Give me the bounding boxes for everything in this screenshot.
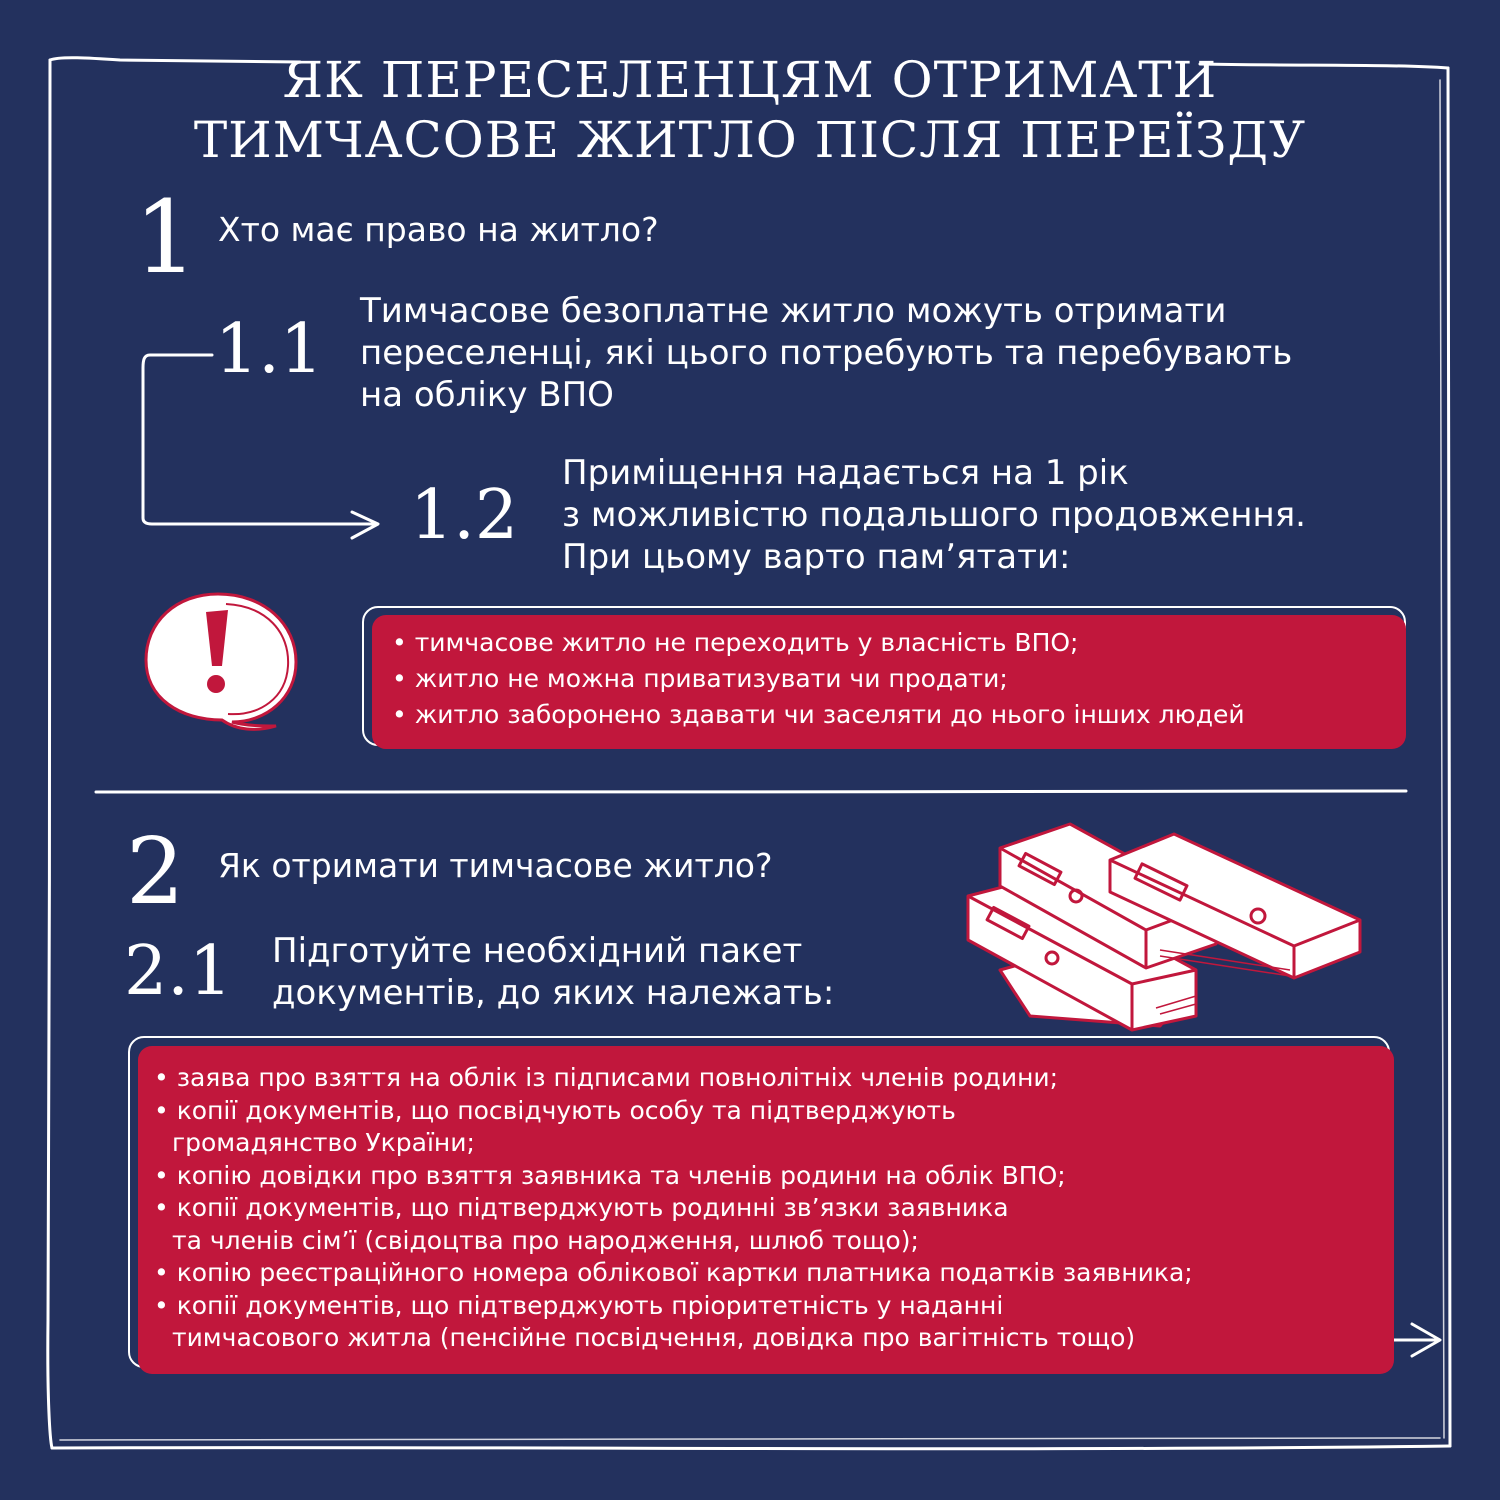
document-item-continuation: та членів сім’ї (свідоцтва про народження, шлюб тощо); <box>172 1225 919 1255</box>
document-item-continuation: громадянство України; <box>172 1128 475 1157</box>
section-2-number: 2 <box>126 818 185 925</box>
step-1-1-line: переселенці, які цього потребують та перебувають <box>360 333 1293 373</box>
step-1-1-line: Тимчасове безоплатне житло можуть отримати <box>360 291 1227 331</box>
step-1-2-text <box>562 452 1306 578</box>
step-2-1-text <box>272 930 834 1014</box>
step-2-1-line: Підготуйте необхідний пакет <box>272 931 803 971</box>
document-item: • заява про взяття на облік із підписами повнолітніх членів родини; <box>154 1063 1059 1092</box>
page-title <box>120 50 1380 170</box>
step-2-1-line: документів, до яких належать: <box>272 973 835 1013</box>
documents-box <box>138 1046 1394 1374</box>
section-1-question: Хто має право на житло? <box>218 210 659 249</box>
document-item: • копію реєстраційного номера облікової картки платника податків заявника; <box>154 1258 1193 1287</box>
step-2-1-number: 2.1 <box>124 932 233 1011</box>
section-divider <box>96 791 1406 792</box>
document-item-continuation: тимчасового житла (пенсійне посвідчення, довідка про вагітність тощо) <box>172 1323 1136 1352</box>
section-2-question: Як отримати тимчасове житло? <box>218 846 773 885</box>
step-1-2-line: Приміщення надається на 1 рік <box>562 453 1129 493</box>
document-item: • копії документів, що підтверджують родинні зв’язки заявника <box>154 1193 1009 1222</box>
frame-bottom-line <box>52 1446 1450 1449</box>
title-line-2: ТИМЧАСОВЕ ЖИТЛО ПІСЛЯ ПЕРЕЇЗДУ <box>193 111 1307 169</box>
title-line-1: ЯК ПЕРЕСЕЛЕНЦЯМ ОТРИМАТИ <box>282 51 1218 109</box>
section-1-number: 1 <box>134 179 198 296</box>
document-folders-icon <box>960 820 1370 1040</box>
note-item: • житло заборонено здавати чи заселяти до нього інших людей <box>392 700 1245 729</box>
step-1-1-number: 1.1 <box>215 310 324 389</box>
exclamation-speech-bubble-icon <box>136 586 306 736</box>
document-item: • копію довідки про взяття заявника та членів родини на облік ВПО; <box>154 1160 1066 1190</box>
frame-right-line <box>1448 68 1451 1446</box>
note-item: • тимчасове житло не переходить у власність ВПО; <box>392 628 1079 657</box>
step-1-2-line: з можливістю подальшого продовження. <box>562 495 1306 535</box>
document-item: • копії документів, що підтверджують пріоритетність у наданні <box>154 1290 1004 1320</box>
step-1-2-line: При цьому варто пам’ятати: <box>562 537 1071 577</box>
note-item: • житло не можна приватизувати чи продати; <box>392 664 1008 693</box>
notes-box <box>372 615 1406 749</box>
step-1-1-text <box>360 290 1292 416</box>
document-item: • копії документів, що посвідчують особу та підтверджують <box>154 1095 956 1125</box>
step-1-2-number: 1.2 <box>410 476 519 555</box>
step-1-1-line: на обліку ВПО <box>360 375 614 415</box>
frame-left-line <box>48 60 52 1448</box>
